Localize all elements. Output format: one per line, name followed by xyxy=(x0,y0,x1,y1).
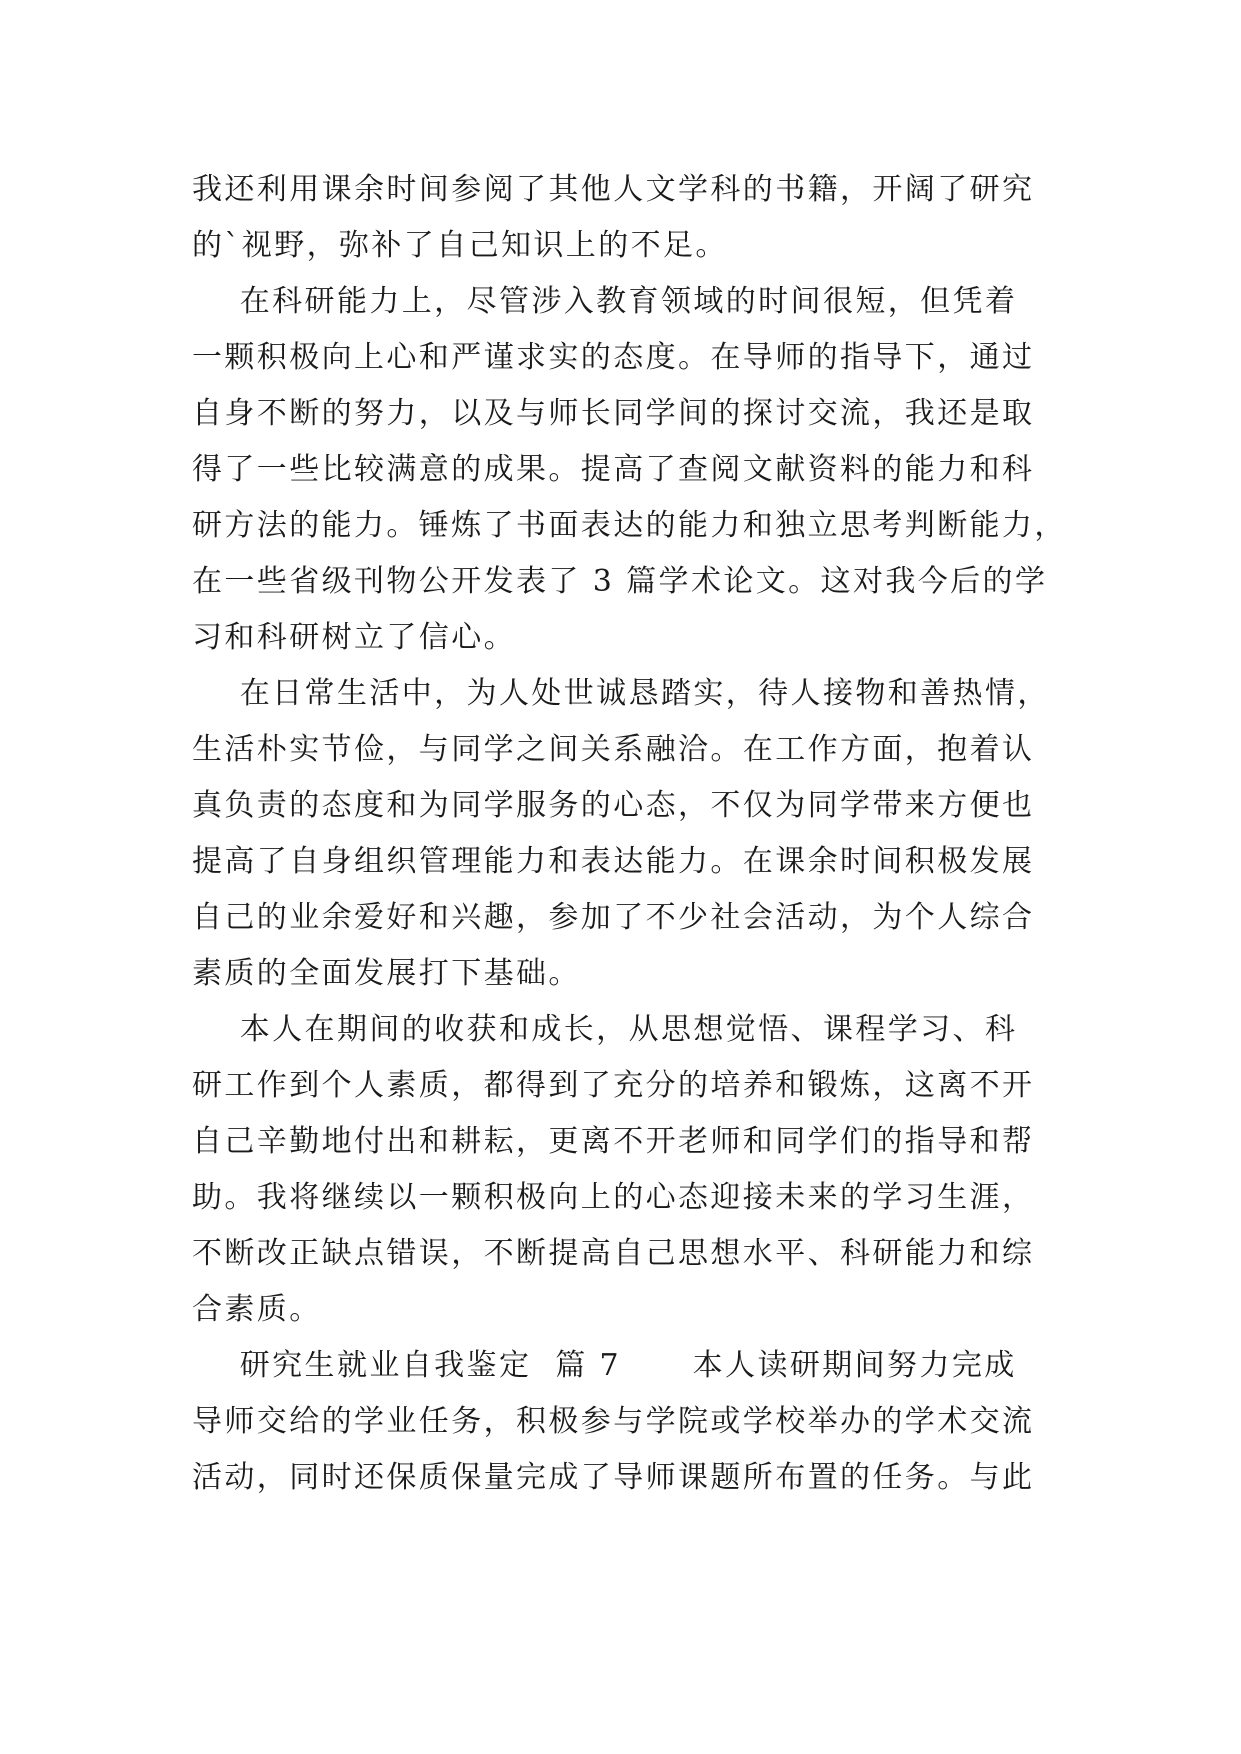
text-line: 研工作到个人素质，都得到了充分的培养和锻炼，这离不开 xyxy=(192,1068,1035,1103)
text-line: 得了一些比较满意的成果。提高了查阅文献资料的能力和科 xyxy=(192,452,1035,487)
text-line: 我还利用课余时间参阅了其他人文学科的书籍，开阔了研究 xyxy=(192,172,1035,207)
text-line: 自己辛勤地付出和耕耘，更离不开老师和同学们的指导和帮 xyxy=(192,1124,1035,1159)
text-line: 习和科研树立了信心。 xyxy=(192,620,516,655)
text-line: 提高了自身组织管理能力和表达能力。在课余时间积极发展 xyxy=(192,844,1035,879)
text-line: 的`视野，弥补了自己知识上的不足。 xyxy=(192,228,728,263)
text-line: 在科研能力上，尽管涉入教育领域的时间很短，但凭着 xyxy=(192,284,1018,319)
text-line: 活动，同时还保质保量完成了导师课题所布置的任务。与此 xyxy=(192,1460,1035,1495)
text-line: 生活朴实节俭，与同学之间关系融洽。在工作方面，抱着认 xyxy=(192,732,1035,767)
text-line: 一颗积极向上心和严谨求实的态度。在导师的指导下，通过 xyxy=(192,340,1035,375)
text-line: 合素质。 xyxy=(192,1292,322,1327)
text-line: 素质的全面发展打下基础。 xyxy=(192,956,581,991)
body-text xyxy=(192,162,1067,1506)
text-line: 自身不断的努力，以及与师长同学间的探讨交流，我还是取 xyxy=(192,396,1035,431)
text-line: 不断改正缺点错误，不断提高自己思想水平、科研能力和综 xyxy=(192,1236,1035,1271)
text-line: 在一些省级刊物公开发表了 3 篇学术论文。这对我今后的学 xyxy=(192,564,1048,599)
text-line: 真负责的态度和为同学服务的心态，不仅为同学带来方便也 xyxy=(192,788,1035,823)
text-line: 研方法的能力。锤炼了书面表达的能力和独立思考判断能力， xyxy=(192,508,1067,543)
text-line: 研究生就业自我鉴定 篇 7 本人读研期间努力完成 xyxy=(192,1348,1017,1383)
text-line: 自己的业余爱好和兴趣，参加了不少社会活动，为个人综合 xyxy=(192,900,1035,935)
text-line: 助。我将继续以一颗积极向上的心态迎接未来的学习生涯， xyxy=(192,1180,1035,1215)
text-line: 本人在期间的收获和成长，从思想觉悟、课程学习、科 xyxy=(192,1012,1018,1047)
text-line: 在日常生活中，为人处世诚恳踏实，待人接物和善热情， xyxy=(192,676,1050,711)
text-line: 导师交给的学业任务，积极参与学院或学校举办的学术交流 xyxy=(192,1404,1035,1439)
